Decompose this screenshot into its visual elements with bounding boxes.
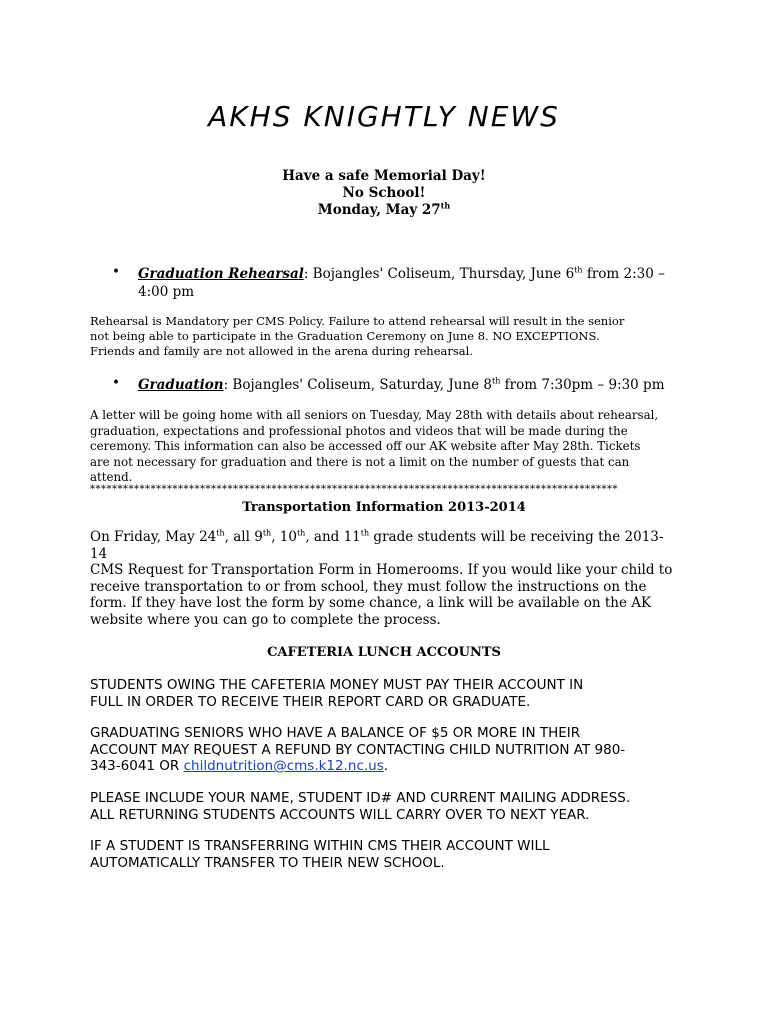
memorial-line-2: No School! — [342, 185, 426, 201]
ordinal-suffix: th — [262, 528, 272, 538]
graduation-date-suffix: th — [492, 376, 501, 386]
email-link[interactable]: childnutrition@cms.k12.nc.us — [183, 758, 384, 774]
ordinal-suffix: th — [360, 528, 370, 538]
memorial-line-3 — [0, 202, 768, 218]
cafeteria-line: ALL RETURNING STUDENTS ACCOUNTS WILL CARRY OVER TO NEXT YEAR. — [90, 806, 590, 823]
masthead-title: AKHS KNIGHTLY NEWS — [208, 100, 560, 133]
ordinal-suffix: th — [296, 528, 306, 538]
graduation-letter — [90, 408, 690, 486]
cafeteria-heading: CAFETERIA LUNCH ACCOUNTS — [267, 645, 501, 660]
transportation-line: website where you can go to complete the process. — [90, 611, 441, 628]
cafeteria-line: IF A STUDENT IS TRANSFERRING WITHIN CMS THEIR ACCOUNT WILL — [90, 838, 550, 854]
memorial-date: Monday, May 27 — [317, 202, 441, 218]
rehearsal-date-suffix: th — [574, 265, 583, 275]
cafeteria-text: 343-6041 OR — [90, 758, 184, 774]
transportation-text: , 10 — [271, 529, 297, 545]
rehearsal-note-line: Rehearsal is Mandatory per CMS Policy. Failure to attend rehearsal will result in the senior — [90, 314, 625, 328]
graduation-time: from 7:30pm – 9:30 pm — [500, 377, 665, 393]
transportation-line: form. If they have lost the form by some chance, a link will be available on the AK — [90, 595, 652, 611]
section-divider: ************************************************************************************************ — [90, 484, 618, 495]
cafeteria-paragraph-2 — [90, 725, 680, 775]
rehearsal-note-line: Friends and family are not allowed in the arena during rehearsal. — [90, 344, 473, 358]
cafeteria-line: ACCOUNT MAY REQUEST A REFUND BY CONTACTING CHILD NUTRITION AT 980- — [90, 741, 626, 758]
rehearsal-time: from 2:30 – — [582, 266, 665, 282]
transportation-text: , and 11 — [305, 529, 361, 545]
bullet-glyph: • — [112, 264, 120, 280]
graduation-letter-line: are not necessary for graduation and there is not a limit on the number of guests that can — [90, 454, 630, 469]
graduation-title: Graduation — [138, 377, 224, 393]
transportation-line: receive transportation to or from school, they must follow the instructions on the — [90, 578, 647, 595]
graduation-letter-line: attend. — [90, 470, 133, 484]
transportation-line: CMS Request for Transportation Form in Homerooms. If you would like your child to — [90, 562, 673, 578]
cafeteria-text: . — [383, 758, 389, 774]
transportation-line — [90, 529, 680, 562]
graduation-letter-line: ceremony. This information can also be accessed off our AK website after May 28th. Tickets — [90, 439, 641, 453]
rehearsal-time-line-2: 4:00 pm — [138, 284, 195, 300]
cafeteria-paragraph-4 — [90, 838, 680, 871]
cafeteria-line: AUTOMATICALLY TRANSFER TO THEIR NEW SCHOOL. — [90, 854, 445, 871]
cafeteria-line: GRADUATING SENIORS WHO HAVE A BALANCE OF $5 OR MORE IN THEIR — [90, 725, 581, 741]
rehearsal-detail: : Bojangles' Coliseum, Thursday, June 6 — [303, 266, 575, 282]
transportation-text: On Friday, May 24 — [90, 529, 217, 545]
memorial-line-1: Have a safe Memorial Day! — [282, 168, 486, 184]
ordinal-suffix: th — [216, 528, 225, 538]
cafeteria-paragraph-1 — [90, 677, 680, 710]
memorial-date-suffix: th — [440, 200, 451, 211]
cafeteria-line: FULL IN ORDER TO RECEIVE THEIR REPORT CARD OR GRADUATE. — [90, 693, 531, 710]
bullet-glyph: • — [112, 375, 120, 391]
graduation-detail: : Bojangles' Coliseum, Saturday, June 8 — [223, 377, 493, 393]
transportation-text: grade students will be receiving the 2013-14 — [90, 529, 664, 562]
transportation-body — [90, 529, 680, 628]
cafeteria-paragraph-3 — [90, 790, 680, 823]
rehearsal-note-line: not being able to participate in the Graduation Ceremony on June 8. NO EXCEPTIONS. — [90, 329, 600, 343]
graduation-letter-line: graduation, expectations and professional photos and videos that will be made during the — [90, 423, 628, 438]
graduation-letter-line: A letter will be going home with all seniors on Tuesday, May 28th with details about rehearsal, — [90, 408, 659, 422]
rehearsal-item — [138, 265, 665, 283]
rehearsal-note — [90, 314, 690, 359]
cafeteria-line: PLEASE INCLUDE YOUR NAME, STUDENT ID# AND CURRENT MAILING ADDRESS. — [90, 790, 631, 806]
cafeteria-line: STUDENTS OWING THE CAFETERIA MONEY MUST PAY THEIR ACCOUNT IN — [90, 677, 584, 693]
cafeteria-line — [90, 758, 680, 775]
graduation-item — [138, 376, 665, 394]
transportation-text: , all 9 — [224, 529, 263, 545]
transportation-heading: Transportation Information 2013-2014 — [242, 500, 526, 515]
rehearsal-title: Graduation Rehearsal — [138, 266, 304, 282]
